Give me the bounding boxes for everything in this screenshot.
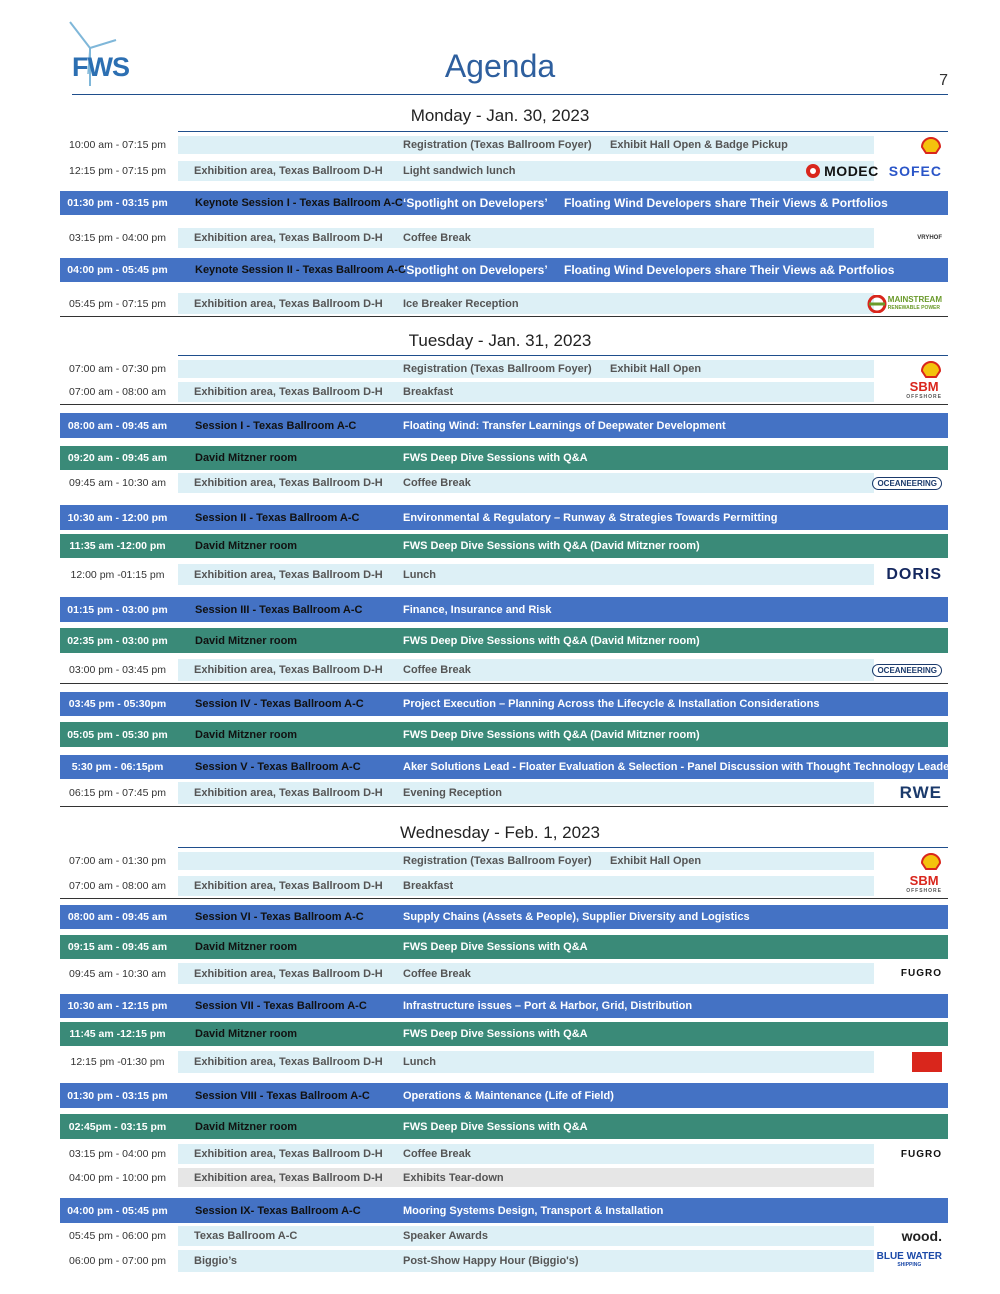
session-row [60,191,948,215]
row-desc: Registration (Texas Ballroom Foyer) [403,855,592,867]
doris-logo: DORIS [886,565,942,583]
row-loc: Session VI - Texas Ballroom A-C [195,911,364,923]
row-loc: Texas Ballroom A-C [194,1230,298,1242]
day-rule [178,355,948,356]
row-time: 02:35 pm - 03:00 pm [67,634,168,647]
row-desc: FWS Deep Dive Sessions with Q&A (David Mitzner room) [403,728,700,741]
page-number: 7 [939,72,948,89]
modec-sofec-logo: MODEC SOFEC [805,159,942,183]
row-time: 01:15 pm - 03:00 pm [67,603,168,616]
agenda-row [60,1166,948,1189]
red-sponsor-logo [912,1049,942,1075]
row-desc: Supply Chains (Assets & People), Supplier Diversity and Logistics [403,911,750,923]
row-time: 08:00 am - 09:45 am [67,419,168,432]
row-extra: Floating Wind Developers share Their Views a& Portfolios [564,263,895,277]
session-row [60,755,960,779]
row-desc: Coffee Break [403,1148,471,1160]
row-time: 01:30 pm - 03:15 pm [67,197,168,209]
oceaneering-logo: OCEANEERING [872,471,942,495]
row-time: 10:30 am - 12:00 pm [67,511,168,524]
row-loc: Exhibition area, Texas Ballroom D-H [194,568,383,581]
page-title: Agenda [444,48,556,84]
agenda-row [60,850,948,872]
agenda-row [60,358,948,380]
deep-dive-row [60,534,948,558]
row-time: 03:15 pm - 04:00 pm [69,232,166,244]
session-row [60,994,948,1018]
row-time: 5:30 pm - 06:15pm [71,761,164,773]
agenda-row [60,291,948,317]
row-desc: Coffee Break [403,967,471,980]
session-row [60,258,948,282]
row-time: 11:45 am -12:15 pm [69,1028,166,1040]
row-loc: Session I - Texas Ballroom A-C [195,419,357,432]
row-time: 04:00 pm - 05:45 pm [67,264,168,276]
agenda-row [60,1224,948,1248]
day-rule [178,131,948,132]
session-row [60,692,948,716]
row-time: 12:15 pm -01:30 pm [70,1056,165,1068]
row-loc: Keynote Session II - Texas Ballroom A-C [195,264,406,276]
row-loc: Biggio’s [194,1255,237,1267]
row-loc: Exhibition area, Texas Ballroom D-H [194,787,383,799]
row-time: 10:30 am - 12:15 pm [67,1000,168,1012]
row-desc: Lunch [403,1056,436,1068]
shell-logo [920,850,942,872]
session-row [60,597,948,622]
row-loc: Exhibition area, Texas Ballroom D-H [194,232,383,244]
agenda-row [60,961,948,986]
bluewater-logo: BLUE WATER SHIPPING [876,1251,942,1268]
vryhof-logo: VRYHOF [917,234,942,241]
deep-dive-row [60,1022,948,1046]
wood-logo: wood. [901,1228,942,1244]
row-desc: Light sandwich lunch [403,165,516,177]
deep-dive-row [60,1114,948,1139]
row-extra: Exhibit Hall Open [610,363,702,375]
agenda-row [60,657,948,684]
row-time: 07:00 am - 01:30 pm [69,855,166,867]
agenda-row [60,874,948,899]
session-row [60,413,948,438]
row-loc: David Mitzner room [195,728,298,741]
agenda-row [60,471,948,495]
agenda-row [60,380,948,405]
row-desc: Floating Wind: Transfer Learnings of Deepwater Development [403,419,726,432]
fugro-logo: FUGRO [900,1148,942,1160]
row-desc: Post-Show Happy Hour (Biggio's) [403,1255,579,1267]
oceaneering-logo: OCEANEERING [872,657,942,683]
deep-dive-row [60,935,948,959]
row-desc: Registration (Texas Ballroom Foyer) [403,139,592,151]
row-time: 07:00 am - 08:00 am [69,386,166,398]
agenda-row [60,1248,948,1274]
row-loc: David Mitzner room [195,941,298,953]
row-loc: Exhibition area, Texas Ballroom D-H [194,297,383,310]
row-time: 11:35 am -12:00 pm [69,540,166,552]
row-desc: Mooring Systems Design, Transport & Installation [403,1204,664,1217]
row-time: 03:00 pm - 03:45 pm [69,664,166,676]
row-time: 09:45 am - 10:30 am [69,967,166,980]
header-rule [72,94,948,95]
row-loc: Exhibition area, Texas Ballroom D-H [194,967,383,980]
row-loc: Session V - Texas Ballroom A-C [195,761,361,773]
session-row [60,505,948,530]
row-desc: Environmental & Regulatory – Runway & Strategies Towards Permitting [403,511,778,524]
row-time: 09:20 am - 09:45 am [67,452,168,464]
row-time: 06:15 pm - 07:45 pm [69,787,166,799]
row-desc: Exhibits Tear-down [403,1171,504,1184]
session-row [60,1083,948,1108]
row-desc: ‘Spotlight on Developers’ [403,196,548,210]
row-time: 09:45 am - 10:30 am [69,477,166,489]
deep-dive-row [60,628,948,653]
row-desc: FWS Deep Dive Sessions with Q&A [403,1120,588,1133]
row-extra: Floating Wind Developers share Their Views & Portfolios [564,196,888,210]
row-time: 04:00 pm - 05:45 pm [67,1204,168,1217]
row-loc: David Mitzner room [195,452,298,464]
shell-logo [920,134,942,156]
row-extra: Exhibit Hall Open [610,855,702,867]
row-time: 05:45 pm - 06:00 pm [69,1230,166,1242]
row-desc: Infrastructure issues – Port & Harbor, Grid, Distribution [403,1000,693,1012]
row-loc: Exhibition area, Texas Ballroom D-H [194,1171,383,1184]
rwe-logo: RWE [899,783,942,802]
row-loc: Session IV - Texas Ballroom A-C [195,698,364,710]
row-time: 03:15 pm - 04:00 pm [69,1148,166,1160]
row-loc: David Mitzner room [195,634,298,647]
row-desc: Coffee Break [403,477,471,489]
row-time: 07:00 am - 08:00 am [69,880,166,892]
day-rule [178,847,948,848]
row-desc: Operations & Maintenance (Life of Field) [403,1089,614,1102]
day-title-monday: Monday - Jan. 30, 2023 [410,106,590,125]
agenda-row [60,134,948,156]
row-time: 04:00 pm - 10:00 pm [69,1171,166,1184]
row-desc: Coffee Break [403,232,471,244]
deep-dive-row [60,446,948,470]
row-loc: Session VIII - Texas Ballroom A-C [195,1089,370,1102]
sbm-logo: SBM OFFSHORE [906,873,942,894]
row-time: 12:15 pm - 07:15 pm [69,165,166,177]
row-desc: Ice Breaker Reception [403,297,519,310]
agenda-row [60,780,948,807]
agenda-row [60,562,948,587]
row-loc: David Mitzner room [195,1028,298,1040]
fugro-logo: FUGRO [900,968,942,979]
row-loc: Session IX- Texas Ballroom A-C [195,1204,361,1217]
row-desc: Coffee Break [403,664,471,676]
row-loc: Exhibition area, Texas Ballroom D-H [194,1148,383,1160]
row-desc: Lunch [403,568,436,581]
row-time: 05:45 pm - 07:15 pm [69,297,166,310]
row-loc: David Mitzner room [195,1120,298,1133]
row-desc: FWS Deep Dive Sessions with Q&A (David Mitzner room) [403,634,700,647]
row-time: 03:45 pm - 05:30pm [68,698,167,710]
row-time: 01:30 pm - 03:15 pm [67,1089,168,1102]
agenda-row [60,226,948,250]
row-desc: Breakfast [403,880,454,892]
shell-logo [920,358,942,380]
row-desc: Evening Reception [403,787,503,799]
day-title-wednesday: Wednesday - Feb. 1, 2023 [399,823,601,842]
row-loc: Exhibition area, Texas Ballroom D-H [194,1056,383,1068]
row-desc: Finance, Insurance and Risk [403,603,552,616]
row-loc: David Mitzner room [195,540,298,552]
row-time: 12:00 pm -01:15 pm [70,568,165,581]
sbm-logo: SBM OFFSHORE [906,379,942,400]
deep-dive-row [60,722,948,747]
row-desc: ‘Spotlight on Developers’ [403,263,548,277]
row-time: 06:00 pm - 07:00 pm [69,1255,166,1267]
row-loc: Session VII - Texas Ballroom A-C [195,1000,367,1012]
agenda-row [60,1142,948,1166]
row-desc: Breakfast [403,386,454,398]
row-time: 08:00 am - 09:45 am [67,911,168,923]
session-row [60,1198,948,1223]
row-loc: Exhibition area, Texas Ballroom D-H [194,477,383,489]
row-desc: Aker Solutions Lead - Floater Evaluation & Selection - Panel Discussion with Thought Technology Leaders [403,761,960,773]
row-desc: FWS Deep Dive Sessions with Q&A [403,452,588,464]
row-loc: Exhibition area, Texas Ballroom D-H [194,386,383,398]
row-desc: Registration (Texas Ballroom Foyer) [403,363,592,375]
row-time: 02:45pm - 03:15 pm [68,1120,167,1133]
row-loc: Exhibition area, Texas Ballroom D-H [194,664,383,676]
agenda-row [60,159,948,183]
row-desc: FWS Deep Dive Sessions with Q&A (David Mitzner room) [403,540,700,552]
row-time: 10:00 am - 07:15 pm [69,139,166,151]
row-time: 07:00 am - 07:30 pm [69,363,166,375]
row-time: 09:15 am - 09:45 am [67,941,168,953]
row-desc: FWS Deep Dive Sessions with Q&A [403,941,588,953]
row-desc: Speaker Awards [403,1230,488,1242]
fws-logo: FWS [72,52,129,82]
row-extra: Exhibit Hall Open & Badge Pickup [610,139,788,151]
row-loc: Exhibition area, Texas Ballroom D-H [194,880,383,892]
row-desc: Project Execution – Planning Across the Lifecycle & Installation Considerations [403,698,820,710]
agenda-row [60,1049,948,1075]
session-row [60,905,948,929]
row-loc: Keynote Session I - Texas Ballroom A-C [195,197,403,209]
row-loc: Session II - Texas Ballroom A-C [195,511,360,524]
mainstream-logo: MAINSTREAM RENEWABLE POWER [866,291,942,316]
row-loc: Exhibition area, Texas Ballroom D-H [194,165,383,177]
row-time: 05:05 pm - 05:30 pm [67,728,168,741]
row-loc: Session III - Texas Ballroom A-C [195,603,363,616]
row-desc: FWS Deep Dive Sessions with Q&A [403,1028,588,1040]
day-title-tuesday: Tuesday - Jan. 31, 2023 [408,331,592,350]
